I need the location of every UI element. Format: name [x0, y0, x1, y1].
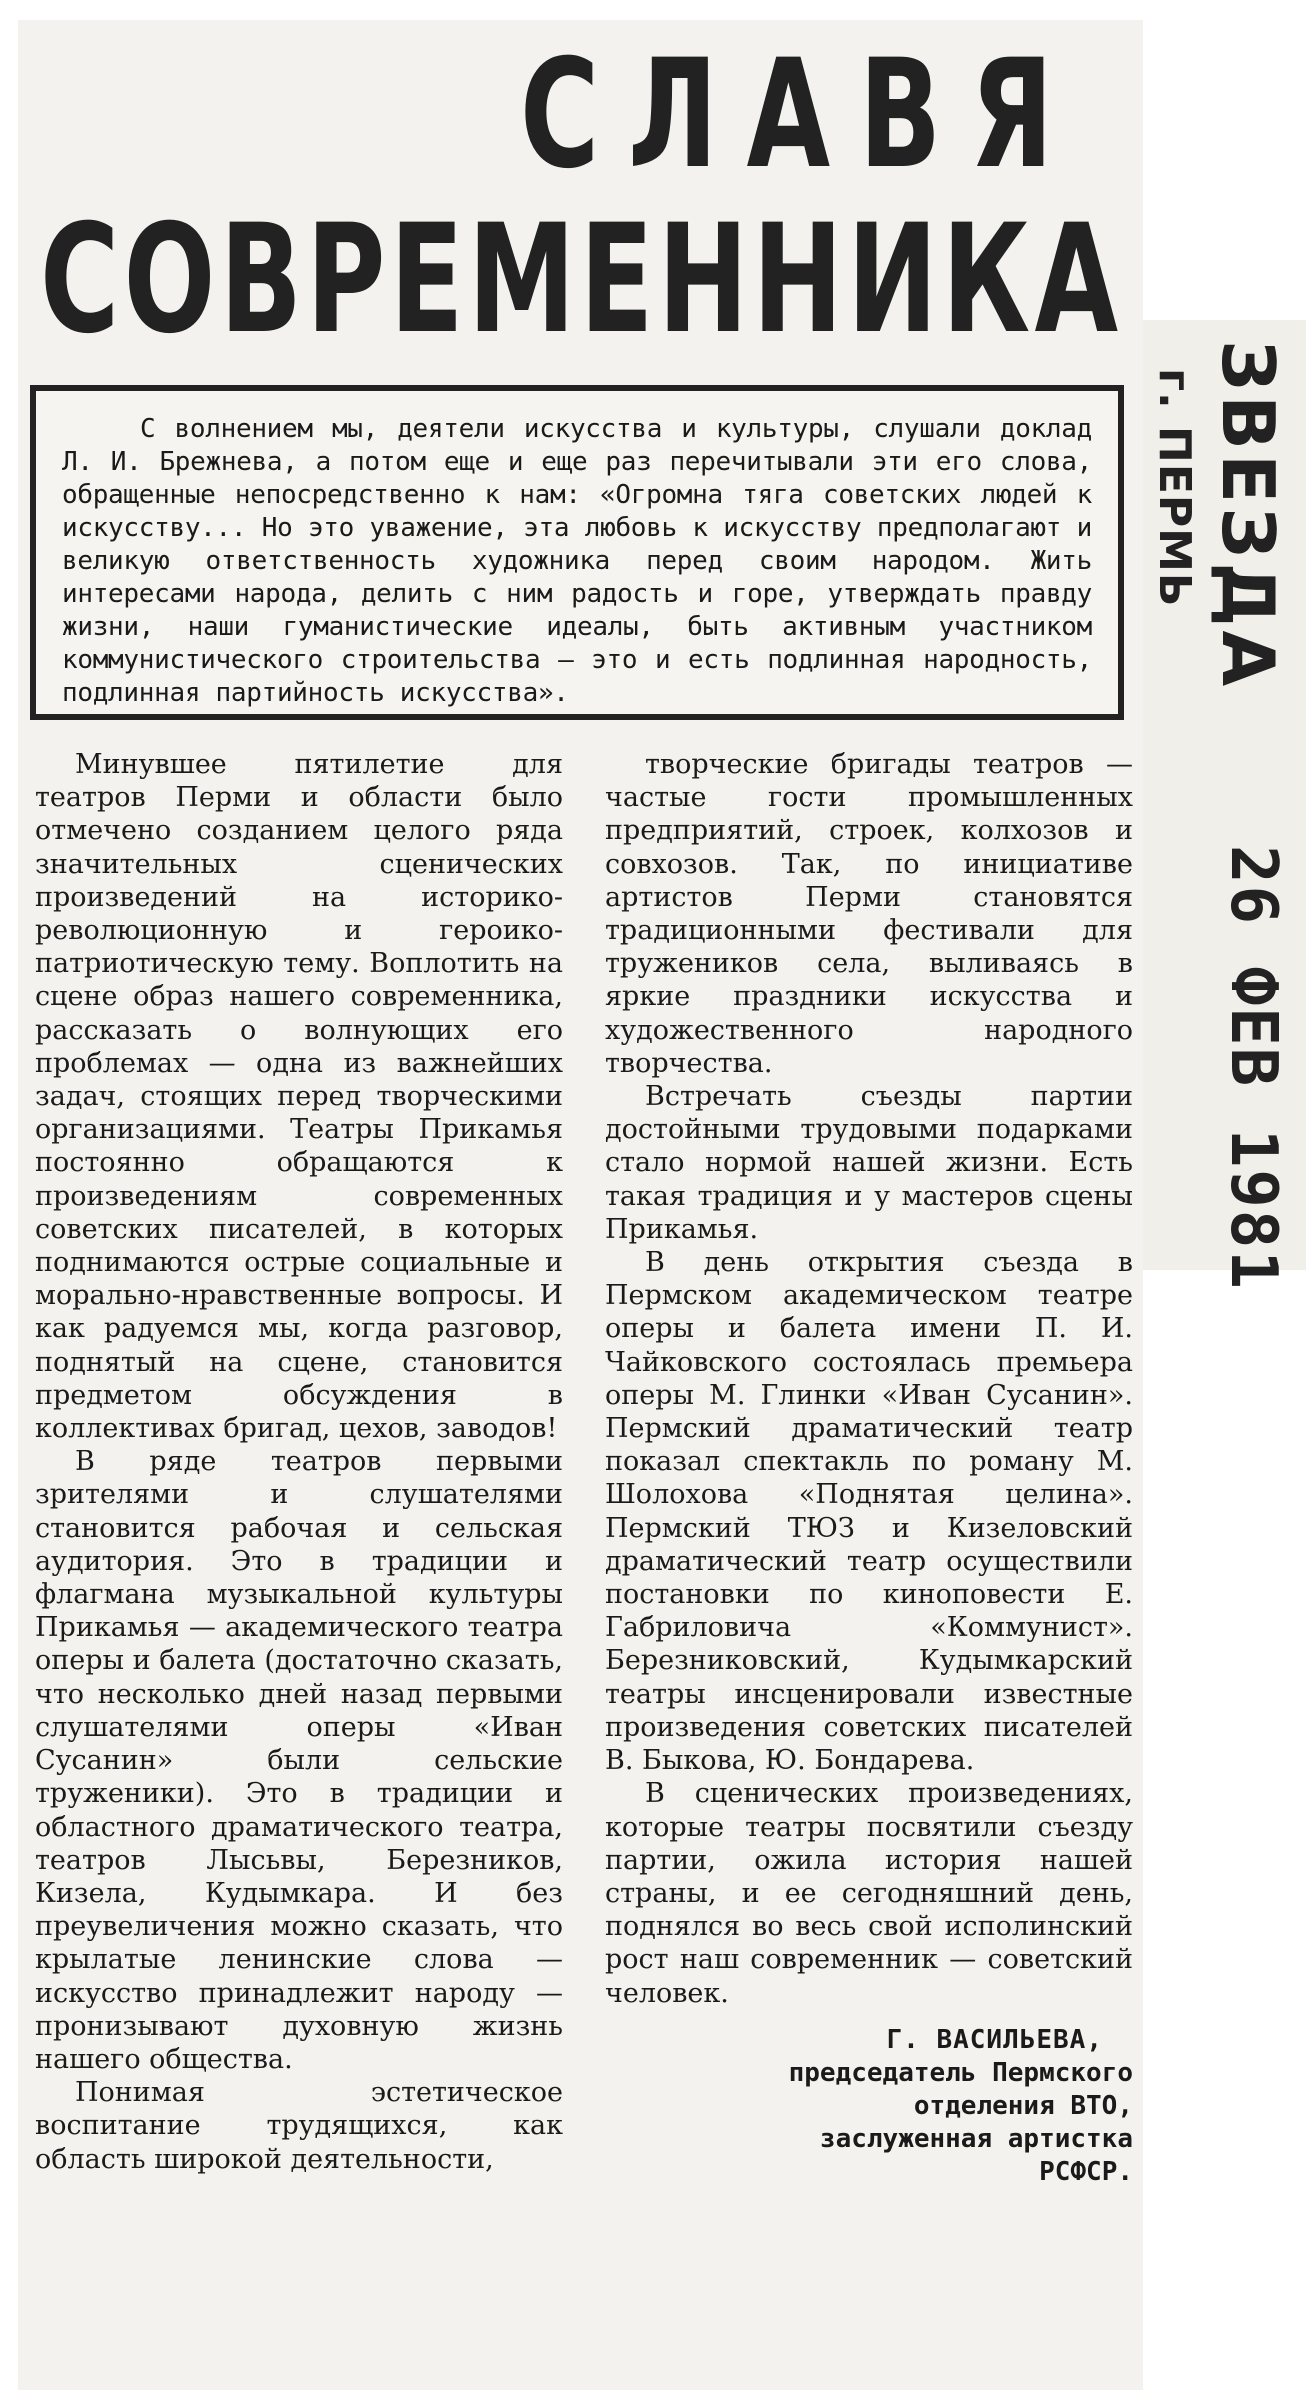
author-title-line: РСФСР.: [1039, 2156, 1133, 2187]
author-title-line: отделения ВТО,: [913, 2090, 1133, 2121]
headline-line-2: СОВРЕМЕННИКА: [40, 193, 1123, 367]
headline-line-1: СЛАВЯ: [520, 28, 1083, 202]
article-column-right: [605, 748, 1133, 2189]
paragraph: В день открытия съезда в Пермском академическом театре оперы и балета имени П. И. Чайковского состоялась премьера оперы М. Глинки «Иван Сусанин». Пермский драматический театр показал спектакль по роману М. Шолохова «Поднятая целина». Пермский ТЮЗ и Кизеловский драматический театр осуществили постановки по киноповести Е. Габриловича «Коммунист». Березниковский, Кудымкарский театры инсценировали известные произведения советских писателей В. Быкова, Ю. Бондарева.: [605, 1247, 1133, 1777]
paragraph: творческие бригады театров — частые гости промышленных предприятий, строек, колхозов и совхозов. Так, по инициативе артистов Перми становятся традиционными фестивали для тружеников села, выливаясь в яркие праздники искусства и художественного народного творчества.: [605, 749, 1133, 1079]
author-name: Г. ВАСИЛЬЕВА,: [886, 2024, 1103, 2055]
lead-paragraph: С волнением мы, деятели искусства и культуры, слушали доклад Л. И. Брежнева, а потом еще и еще раз перечитывали эти его слова, обращенные непосредственно к нам: «Огромна тяга советских людей к искусству... Но это уважение, эта любовь к искусству предполагают и великую ответственность художника перед своим народом. Жить интересами народа, делить с ним радость и горе, утверждать правду жизни, наши гуманистические идеалы, быть активным участником коммунистического строительства — это и есть подлинная народность, подлинная партийность искусства».: [62, 414, 1092, 708]
paragraph: Минувшее пятилетие для театров Перми и области было отмечено созданием целого ряда значительных сценических произведений на историко-революционную и героико-патриотическую тему. Воплотить на сцене образ нашего современника, рассказать о волнующих его проблемах — одна из важнейших задач, стоящих перед творческими организациями. Театры Прикамья постоянно обращаются к произведениям современных советских писателей, в которых поднимаются острые социальные и морально-нравственные вопросы. И как радуемся мы, когда разговор, поднятый на сцене, становится предметом обсуждения в коллективах бригад, цехов, заводов!: [35, 749, 563, 1445]
date-stamp: 26 ФЕВ 1981: [1216, 845, 1290, 1291]
author-signature: [605, 2024, 1133, 2189]
article-column-left: [35, 748, 563, 2176]
paragraph: В сценических произведениях, которые театры посвятили съезду партии, ожила история нашей страны, и ее сегодняшний день, поднялся во весь свой исполинский рост наш современник — советский человек.: [605, 1778, 1133, 2009]
author-title-line: заслуженная артистка: [819, 2123, 1133, 2154]
newspaper-name-stamp: ЗВЕЗДА: [1206, 340, 1290, 691]
lead-quote-box: [30, 385, 1124, 720]
paragraph: В ряде театров первыми зрителями и слушателями становится рабочая и сельская аудитория. Это в традиции и флагмана музыкальной культуры Прикамья — академического театра оперы и балета (достаточно сказать, что несколько дней назад первыми слушателями оперы «Иван Сусанин» были сельские труженики). Это в традиции и областного драматического театра, театров Лысьвы, Березников, Кизела, Кудымкара. И без преувеличения можно сказать, что крылатые ленинские слова — искусство принадлежит народу — пронизывают духовную жизнь нашего общества.: [35, 1446, 563, 2075]
author-title-line: председатель Пермского: [788, 2057, 1133, 2088]
city-stamp: г. ПЕРМЬ: [1149, 368, 1200, 608]
paragraph: Встречать съезды партии достойными трудовыми подарками стало нормой нашей жизни. Есть такая традиция и у мастеров сцены Прикамья.: [605, 1081, 1133, 1245]
paragraph: Понимая эстетическое воспитание трудящихся, как область широкой деятельности,: [35, 2077, 563, 2175]
